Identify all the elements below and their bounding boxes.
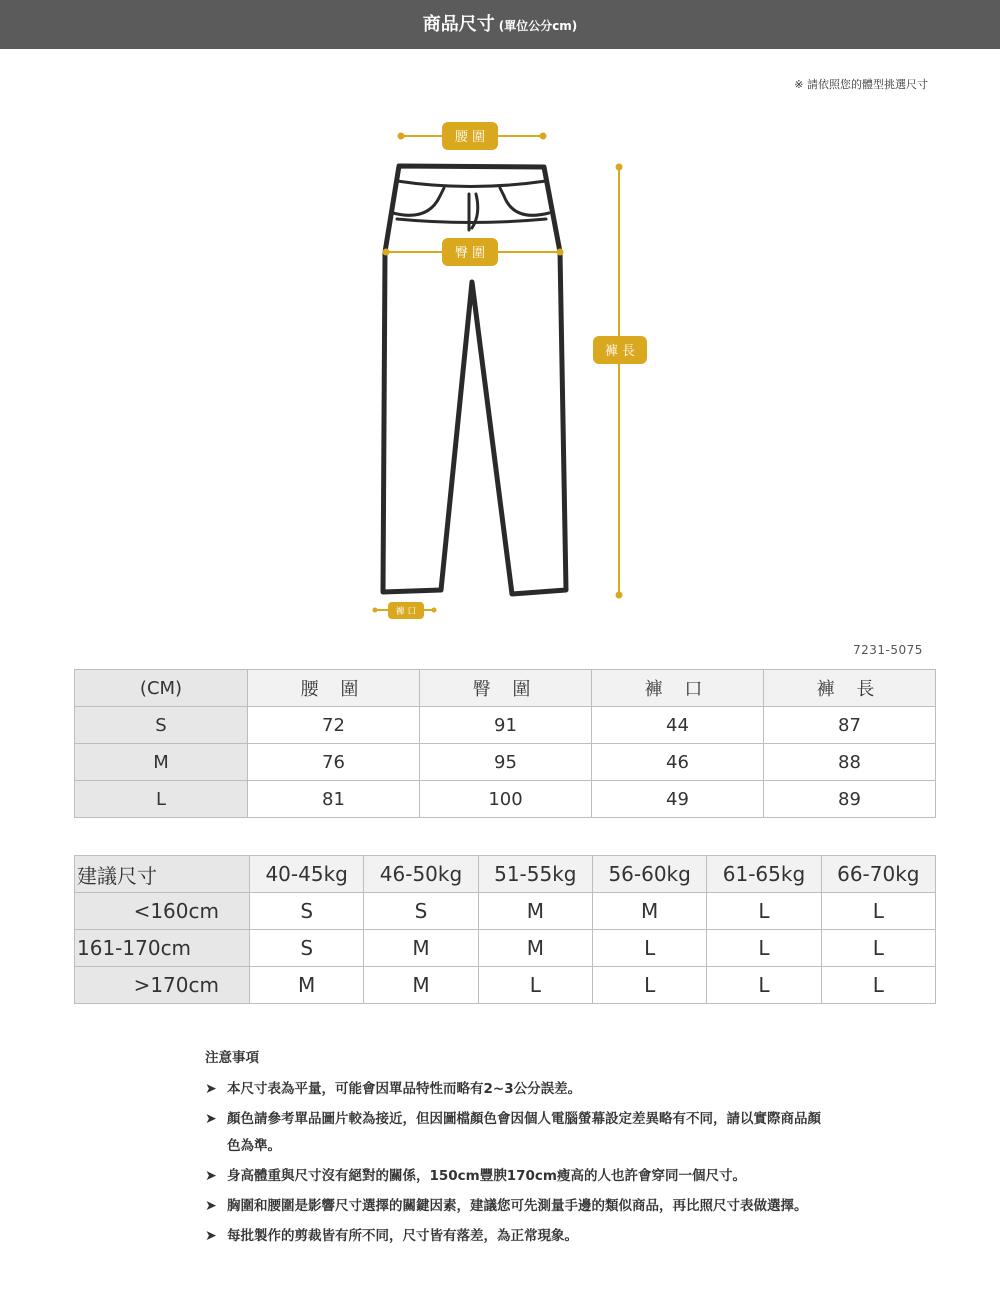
- table-cell: 44: [592, 707, 764, 744]
- suggest-table-col-weight: 56-60kg: [592, 856, 706, 893]
- suggest-table-col-weight: 46-50kg: [364, 856, 478, 893]
- list-item: [205, 1076, 825, 1103]
- table-cell: M: [364, 930, 478, 967]
- length-label: 褲 長: [604, 344, 636, 359]
- list-item: [205, 1193, 825, 1220]
- table-row: [75, 930, 936, 967]
- hip-label: 臀 圍: [454, 246, 486, 261]
- suggest-table-header: [75, 856, 936, 893]
- size-label: S: [75, 707, 248, 744]
- height-label: 161-170cm: [75, 930, 250, 967]
- arrow-bullet-icon: ➤: [205, 1198, 217, 1214]
- table-cell: 91: [420, 707, 592, 744]
- size-table-col-length: 褲 長: [764, 670, 936, 707]
- arrow-bullet-icon: ➤: [205, 1111, 217, 1127]
- table-cell: L: [821, 930, 935, 967]
- arrow-bullet-icon: ➤: [205, 1228, 217, 1244]
- notes-title: 注意事項: [205, 1050, 259, 1066]
- suggest-table-col-title: 建議尺寸: [75, 856, 250, 893]
- table-row: [75, 967, 936, 1004]
- table-cell: 88: [764, 744, 936, 781]
- table-row: [75, 707, 936, 744]
- size-table-col-waist: 腰 圍: [248, 670, 420, 707]
- arrow-bullet-icon: ➤: [205, 1168, 217, 1184]
- pants-diagram: [0, 0, 1000, 640]
- table-cell: M: [478, 893, 592, 930]
- size-table-col-hem: 褲 口: [592, 670, 764, 707]
- table-cell: L: [707, 967, 821, 1004]
- size-table: [74, 669, 936, 818]
- table-cell: M: [250, 967, 364, 1004]
- height-label: >170cm: [75, 967, 250, 1004]
- header-title: 商品尺寸: [422, 14, 495, 35]
- table-cell: M: [592, 893, 706, 930]
- table-row: [75, 781, 936, 818]
- note-text: 身高體重與尺寸沒有絕對的關係，150cm豐腴170cm瘦高的人也許會穿同一個尺寸。: [227, 1168, 746, 1184]
- pants-outline: [383, 166, 566, 594]
- table-row: [75, 893, 936, 930]
- suggest-table-col-weight: 66-70kg: [821, 856, 935, 893]
- table-cell: 100: [420, 781, 592, 818]
- product-code: 7231-5075: [853, 643, 923, 657]
- arrow-bullet-icon: ➤: [205, 1081, 217, 1097]
- table-cell: 87: [764, 707, 936, 744]
- table-cell: 72: [248, 707, 420, 744]
- note-text: 本尺寸表為平量，可能會因單品特性而略有2~3公分誤差。: [227, 1081, 582, 1097]
- note-text: 胸圍和腰圍是影響尺寸選擇的關鍵因素，建議您可先測量手邊的類似商品，再比照尺寸表做選擇。: [227, 1198, 808, 1214]
- table-cell: L: [821, 893, 935, 930]
- table-cell: L: [592, 930, 706, 967]
- header-unit: (單位公分cm): [498, 19, 578, 33]
- table-cell: L: [592, 967, 706, 1004]
- table-cell: 95: [420, 744, 592, 781]
- table-cell: S: [250, 893, 364, 930]
- size-table-header: [75, 670, 936, 707]
- suggest-table: [74, 855, 936, 1004]
- suggest-table-col-weight: 61-65kg: [707, 856, 821, 893]
- table-row: [75, 744, 936, 781]
- table-cell: 81: [248, 781, 420, 818]
- table-cell: L: [821, 967, 935, 1004]
- list-item: [205, 1223, 825, 1250]
- height-label: <160cm: [75, 893, 250, 930]
- pants-details: [393, 181, 549, 230]
- table-cell: 49: [592, 781, 764, 818]
- table-cell: 89: [764, 781, 936, 818]
- size-label: L: [75, 781, 248, 818]
- table-cell: M: [478, 930, 592, 967]
- table-cell: 76: [248, 744, 420, 781]
- size-table-col-hip: 臀 圍: [420, 670, 592, 707]
- table-cell: L: [707, 893, 821, 930]
- size-table-col-unit: (CM): [75, 670, 248, 707]
- hem-label: 褲 口: [395, 607, 417, 617]
- table-cell: S: [364, 893, 478, 930]
- notes-section: [205, 1046, 825, 1253]
- length-measure: [593, 164, 647, 599]
- top-note: ※ 請依照您的體型挑選尺寸: [794, 78, 928, 91]
- table-cell: 46: [592, 744, 764, 781]
- table-cell: M: [364, 967, 478, 1004]
- note-text: 每批製作的剪裁皆有所不同，尺寸皆有落差，為正常現象。: [227, 1228, 578, 1244]
- note-text: 顏色請參考單品圖片較為接近，但因圖檔顏色會因個人電腦螢幕設定差異略有不同，請以實際商品顏色為準。: [227, 1111, 821, 1154]
- table-cell: L: [707, 930, 821, 967]
- list-item: [205, 1106, 825, 1160]
- table-cell: L: [478, 967, 592, 1004]
- suggest-table-col-weight: 40-45kg: [250, 856, 364, 893]
- waist-label: 腰 圍: [454, 130, 486, 145]
- list-item: [205, 1163, 825, 1190]
- table-cell: S: [250, 930, 364, 967]
- suggest-table-col-weight: 51-55kg: [478, 856, 592, 893]
- size-label: M: [75, 744, 248, 781]
